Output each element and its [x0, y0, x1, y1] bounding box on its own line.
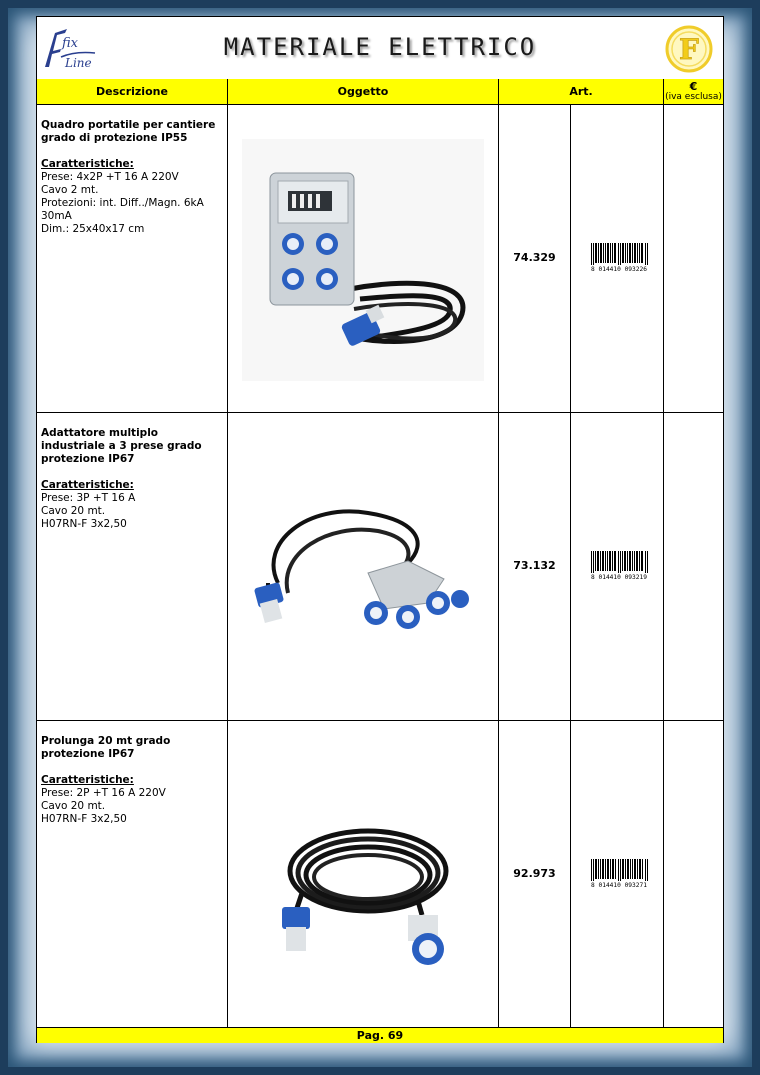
product-name: Adattatore multiplo industriale a 3 prese grado protezione IP67 — [41, 427, 202, 465]
logo-text-bottom: Line — [65, 56, 92, 70]
feature-line: Cavo 2 mt. — [41, 184, 99, 196]
feature-line: H07RN-F 3x2,50 — [41, 813, 127, 825]
product-code: 92.973 — [513, 867, 556, 880]
page-number: Pag. 69 — [37, 1027, 723, 1043]
barcode-cell — [571, 105, 664, 412]
feature-line: Prese: 4x2P +T 16 A 220V — [41, 171, 179, 183]
barcode-image — [587, 859, 651, 889]
feature-line: H07RN-F 3x2,50 — [41, 518, 127, 530]
column-header-descrizione: Descrizione — [37, 79, 228, 105]
barcode-number: 8 014410 093219 — [591, 574, 647, 581]
feature-line: Prese: 2P +T 16 A 220V — [41, 787, 166, 799]
price-cell — [664, 721, 723, 1027]
price-cell — [664, 105, 723, 412]
logo-text-top: fix — [62, 36, 79, 51]
product-image-cell — [228, 105, 499, 412]
euro-note: (iva esclusa) — [665, 92, 722, 102]
features-label: Caratteristiche: — [41, 479, 134, 491]
product-row — [37, 721, 723, 1027]
catalog-sheet — [36, 16, 724, 1043]
extension-cable-image — [268, 811, 468, 971]
site-distribution-board-image — [242, 139, 484, 381]
column-header-euro — [664, 79, 723, 105]
barcode-cell — [571, 413, 664, 720]
f-badge-logo — [665, 25, 713, 73]
product-name: Quadro portatile per cantiere grado di protezione IP55 — [41, 119, 216, 144]
page-title: MATERIALE ELETTRICO — [223, 33, 537, 61]
f-badge-letter: F — [679, 33, 699, 66]
product-description — [37, 105, 228, 412]
barcode-image — [587, 243, 651, 273]
product-name: Prolunga 20 mt grado protezione IP67 — [41, 735, 171, 760]
product-image-cell — [228, 721, 499, 1027]
column-header-oggetto: Oggetto — [228, 79, 499, 105]
product-code-cell — [499, 413, 571, 720]
feature-line: Prese: 3P +T 16 A — [41, 492, 136, 504]
barcode-image — [587, 551, 651, 581]
feature-line: Protezioni: int. Diff../Magn. 6kA — [41, 197, 204, 209]
feature-line: 30mA — [41, 210, 72, 222]
multiple-adapter-image — [248, 483, 478, 643]
feature-line: Cavo 20 mt. — [41, 800, 106, 812]
column-header-art: Art. — [499, 79, 664, 105]
price-cell — [664, 413, 723, 720]
features-label: Caratteristiche: — [41, 774, 134, 786]
product-description — [37, 721, 228, 1027]
feature-line: Dim.: 25x40x17 cm — [41, 223, 145, 235]
euro-symbol: € — [689, 80, 698, 93]
barcode-number: 8 014410 093271 — [591, 882, 647, 889]
product-row — [37, 105, 723, 413]
feature-line: Cavo 20 mt. — [41, 505, 106, 517]
product-row — [37, 413, 723, 721]
product-code-cell — [499, 721, 571, 1027]
barcode-number: 8 014410 093226 — [591, 266, 647, 273]
features-label: Caratteristiche: — [41, 158, 134, 170]
product-description — [37, 413, 228, 720]
product-code: 74.329 — [513, 251, 556, 264]
product-image-cell — [228, 413, 499, 720]
barcode-cell — [571, 721, 664, 1027]
page-header — [37, 17, 723, 80]
product-code-cell — [499, 105, 571, 412]
product-code: 73.132 — [513, 559, 556, 572]
